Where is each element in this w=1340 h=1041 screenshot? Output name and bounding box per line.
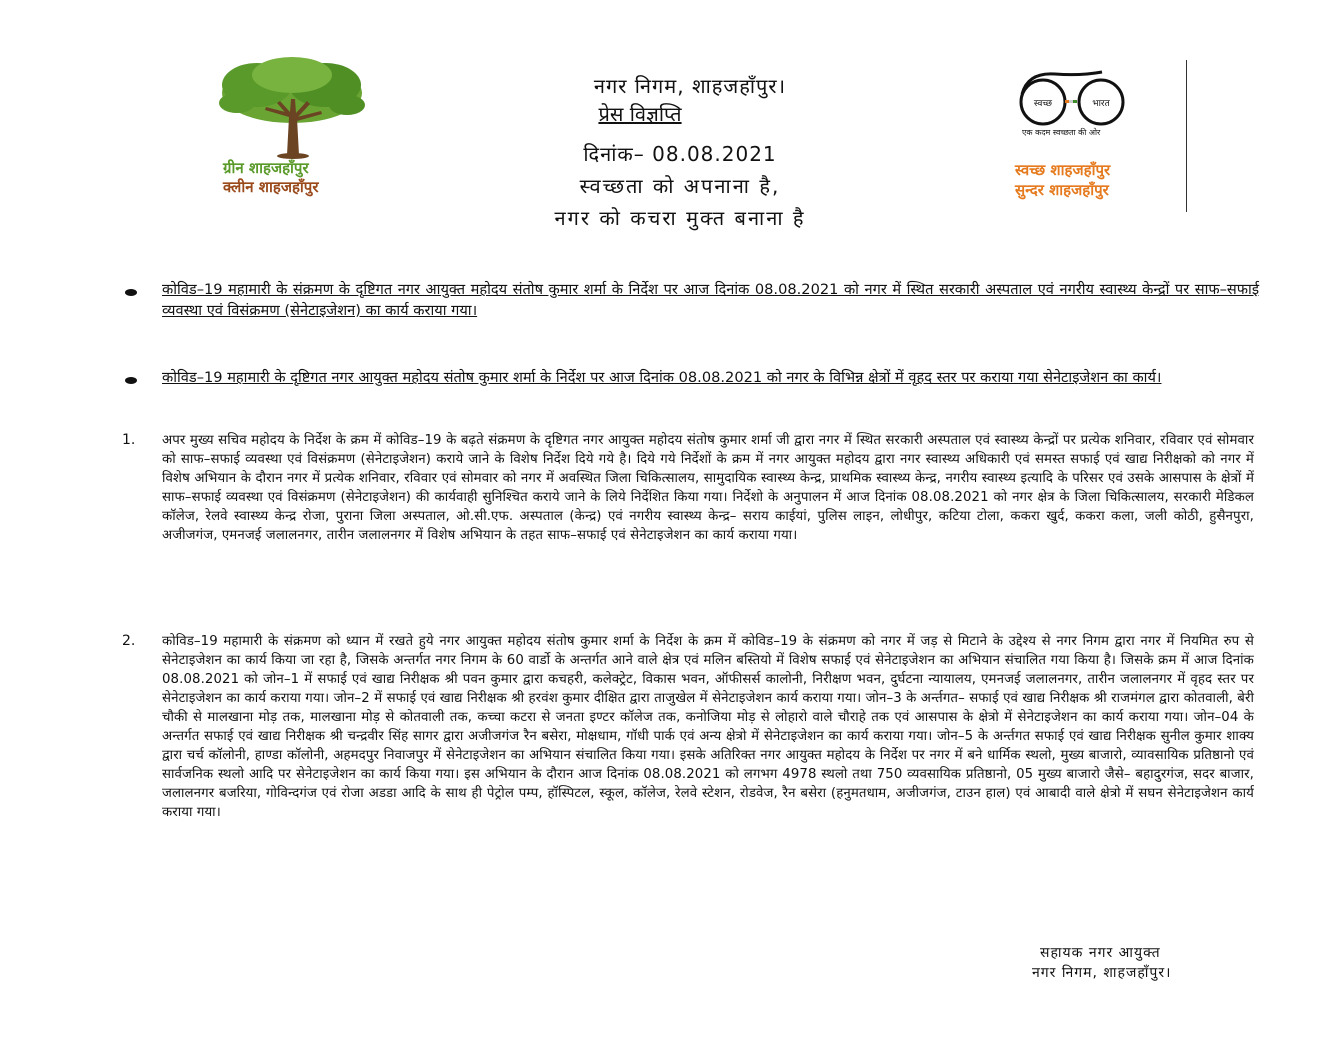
document-date: दिनांक– 08.08.2021 — [583, 142, 777, 166]
paragraph-text: कोविड–19 महामारी के संक्रमण को ध्यान में रखते हुये नगर आयुक्त महोदय संतोष कुमार शर्मा के निर्देश के क्रम में कोविड–19 के संक्रमण को नगर में जड़ से मिटाने के उद्देश्य से नगर निगम द्वारा नगर में नियमित रुप से सेनेटाइजेशन का कार्य किया जा रहा है, जिसके अन्तर्गत नगर निगम के 60 वार्डो के अन्तर्गत आने वाले क्षेत्र एवं मलिन बस्तियो में विशेष सफाई एवं सेनेटाइजेशन का अभियान संचालित गया किया है। जिसके क्रम में आज दिनांक 08.08.2021 को जोन–1 में सफाई एवं खाद्य निरीक्षक श्री पवन कुमार द्वारा कचहरी, कलेक्ट्रेट, विकास भवन, ऑफीसर्स कालोनी, निरीक्षण भवन, दुर्घटना न्यायालय, एमनजई जलालनगर, तारीन जलालनगर में वृहद स्तर पर सेनेटाइजेशन का कार्य कराया गया। जोन–2 में सफाई एवं खाद्य निरीक्षक श्री हरवंश कुमार दीक्षित द्वारा ताजुखेल में सेनेटाइजेशन कार्य कराया गया। जोन–3 के अर्न्तगत– सफाई एवं खाद्य निरीक्षक श्री राजमंगल द्वारा कोतवाली, बेरी चौकी से मालखाना मोड़ तक, मालखाना मोड़ से कोतवाली तक, कच्चा कटरा से जनता इण्टर कॉलेज तक, कनोजिया मोड़ से लोहारो वाले चौराहे तक एवं आसपास के क्षेत्रो में सेनेटाइजेशन का कार्य कराया गया। जोन–04 के अन्तर्गत सफाई एवं खाद्य निरीक्षक श्री चन्द्रवीर सिंह सागर द्वारा अजीजगंज रैन बसेरा, मोक्षधाम, गॉधी पार्क एवं अन्य क्षेत्रो में सेनेटाइजेशन का कार्य कराया गया। जोन–5 के अर्न्तगत सफाई एवं खाद्य निरीक्षक सुनील कुमार शाक्य द्वारा चर्च कॉलोनी, हाण्डा कॉलोनी, अहमदपुर निवाजपुर में सेनेटाइजेशन का अभियान संचालित किया गया। इसके अतिरिक्त नगर आयुक्त महोदय के निर्देश पर नगर में बने धार्मिक स्थलो, मुख्य बाजारो, व्यावसायिक प्रतिष्ठानो एवं सार्वजनिक स्थलो आदि पर सेनेटाइजेशन का कार्य किया गया। इस अभियान के दौरान आज दिनांक 08.08.2021 को लगभग 4978 स्थलो तथा 750 व्यवसायिक प्रतिष्ठानो, 05 मुख्य बाजारो जैसे– बहादुरगंज, सदर बाजार, जलालनगर बजरिया, गोविन्दगंज एवं रोजा अडडा आदि के साथ ही पेट्रोल पम्प, हॉस्पिटल, स्कूल, कॉलेज, रेलवे स्टेशन, रोडवेज, रैन बसेरा (हनुमतधाम, अजीजगंज, टाउन हाल) एवं आबादी वाले क्षेत्रो में सघन सेनेटाइजेशन कार्य कराया गया। — [162, 634, 1254, 820]
swachh-bharat-logo — [1010, 68, 1170, 208]
organization-name: नगर निगम, शाहजहाँपुर। — [593, 74, 787, 98]
green-shahjahanpur-logo — [205, 55, 405, 200]
signatory-designation: सहायक नगर आयुक्त — [1040, 945, 1161, 961]
swachh-bharat-tagline: एक कदम स्वच्छता की ओर — [1022, 128, 1101, 137]
bullet-icon — [125, 289, 137, 296]
signature-block — [1032, 943, 1272, 983]
signatory-office: नगर निगम, शाहजहाँपुर। — [1032, 965, 1172, 981]
swachh-bharat-glasses-icon — [1010, 68, 1140, 128]
document-header — [470, 72, 910, 236]
lens-left-text: स्वच्छ — [1033, 99, 1053, 109]
bullet-text: कोविड–19 महामारी के संक्रमण के दृष्टिगत नगर आयुक्त महोदय संतोष कुमार शर्मा के निर्देश पर आज दिनांक 08.08.2021 को नगर में स्थित सरकारी अस्पताल एवं नगरीय स्वास्थ्य केन्द्रों पर साफ–सफाई व्यवस्था एवं विसंक्रमण (सेनेटाइजेशन) का कार्य कराया गया। — [162, 281, 1259, 319]
header-divider — [1186, 60, 1187, 212]
bullet-icon — [125, 377, 137, 384]
paragraph-number: 2. — [122, 633, 136, 649]
lens-right-text: भारत — [1092, 99, 1110, 109]
press-release-title: प्रेस विज्ञप्ति — [598, 102, 682, 126]
bullet-text: कोविड–19 महामारी के दृष्टिगत नगर आयुक्त महोदय संतोष कुमार शर्मा के निर्देश पर आज दिनांक 08.08.2021 को नगर के विभिन्न क्षेत्रों में वृहद स्तर पर कराया गया सेनेटाइजेशन का कार्य। — [162, 369, 1162, 386]
paragraph-text: अपर मुख्य सचिव महोदय के निर्देश के क्रम में कोविड–19 के बढ़ते संक्रमण के दृष्टिगत नगर आयुक्त महोदय संतोष कुमार शर्मा जी द्वारा नगर में स्थित सरकारी अस्पताल एवं स्वास्थ्य केन्द्रों पर प्रत्येक शनिवार, रविवार एवं सोमवार को साफ–सफाई व्यवस्था एवं विसंक्रमण (सेनेटाइजेशन) कराये जाने के विशेष निर्देश दिये गये है। दिये गये निर्देशों के क्रम में नगर आयुक्त महोदय द्वारा नगर स्वास्थ्य अधिकारी एवं समस्त सफाई एवं खाद्य निरीक्षको को नगर में विशेष अभियान के दौरान नगर में प्रत्येक शनिवार, रविवार एवं सोमवार को नगर में अवस्थित जिला चिकित्सालय, सामुदायिक स्वास्थ्य केन्द्र, प्राथमिक स्वास्थ्य केन्द्र, नगरीय स्वास्थ्य इत्यादि के परिसर एवं उसके आसपास के क्षेत्रों में साफ–सफाई व्यवस्था एवं विसंक्रमण (सेनेटाइजेशन) की कार्यवाही सुनिश्चित कराये जाने के लिये निर्देशित किया गया। निर्देशो के अनुपालन में आज दिनांक 08.08.2021 को नगर क्षेत्र के जिला चिकित्सालय, सरकारी मेडिकल कॉलेज, रेलवे स्वास्थ्य केन्द्र रोजा, पुराना जिला अस्पताल, ओ.सी.एफ. अस्पताल (केन्द्र) एवं नगरीय स्वास्थ्य केन्द्र– सराय काईयां, पुलिस लाइन, लोधीपुर, कटिया टोला, ककरा खुर्द, ककरा कला, जली कोठी, हुसैनपुरा, अजीजगंज, एमनजई जलालनगर, तारीन जलालनगर में विशेष अभियान के तहत साफ–सफाई एवं सेनेटाइजेशन का कार्य कराया गया। — [162, 433, 1254, 543]
slogan-line-1: स्वच्छता को अपनाना है, — [579, 174, 781, 198]
swachh-shahjahanpur-text: स्वच्छ शाहजहाँपुर — [1015, 161, 1111, 179]
paragraph-number: 1. — [122, 432, 136, 448]
sundar-shahjahanpur-text: सुन्दर शाहजहाँपुर — [1015, 181, 1109, 199]
green-shahjahanpur-text: ग्रीन शाहजहाँपुर — [223, 159, 309, 177]
tree-icon — [217, 55, 367, 160]
slogan-line-2: नगर को कचरा मुक्त बनाना है — [554, 206, 806, 230]
clean-shahjahanpur-text: क्लीन शाहजहाँपुर — [223, 178, 319, 196]
